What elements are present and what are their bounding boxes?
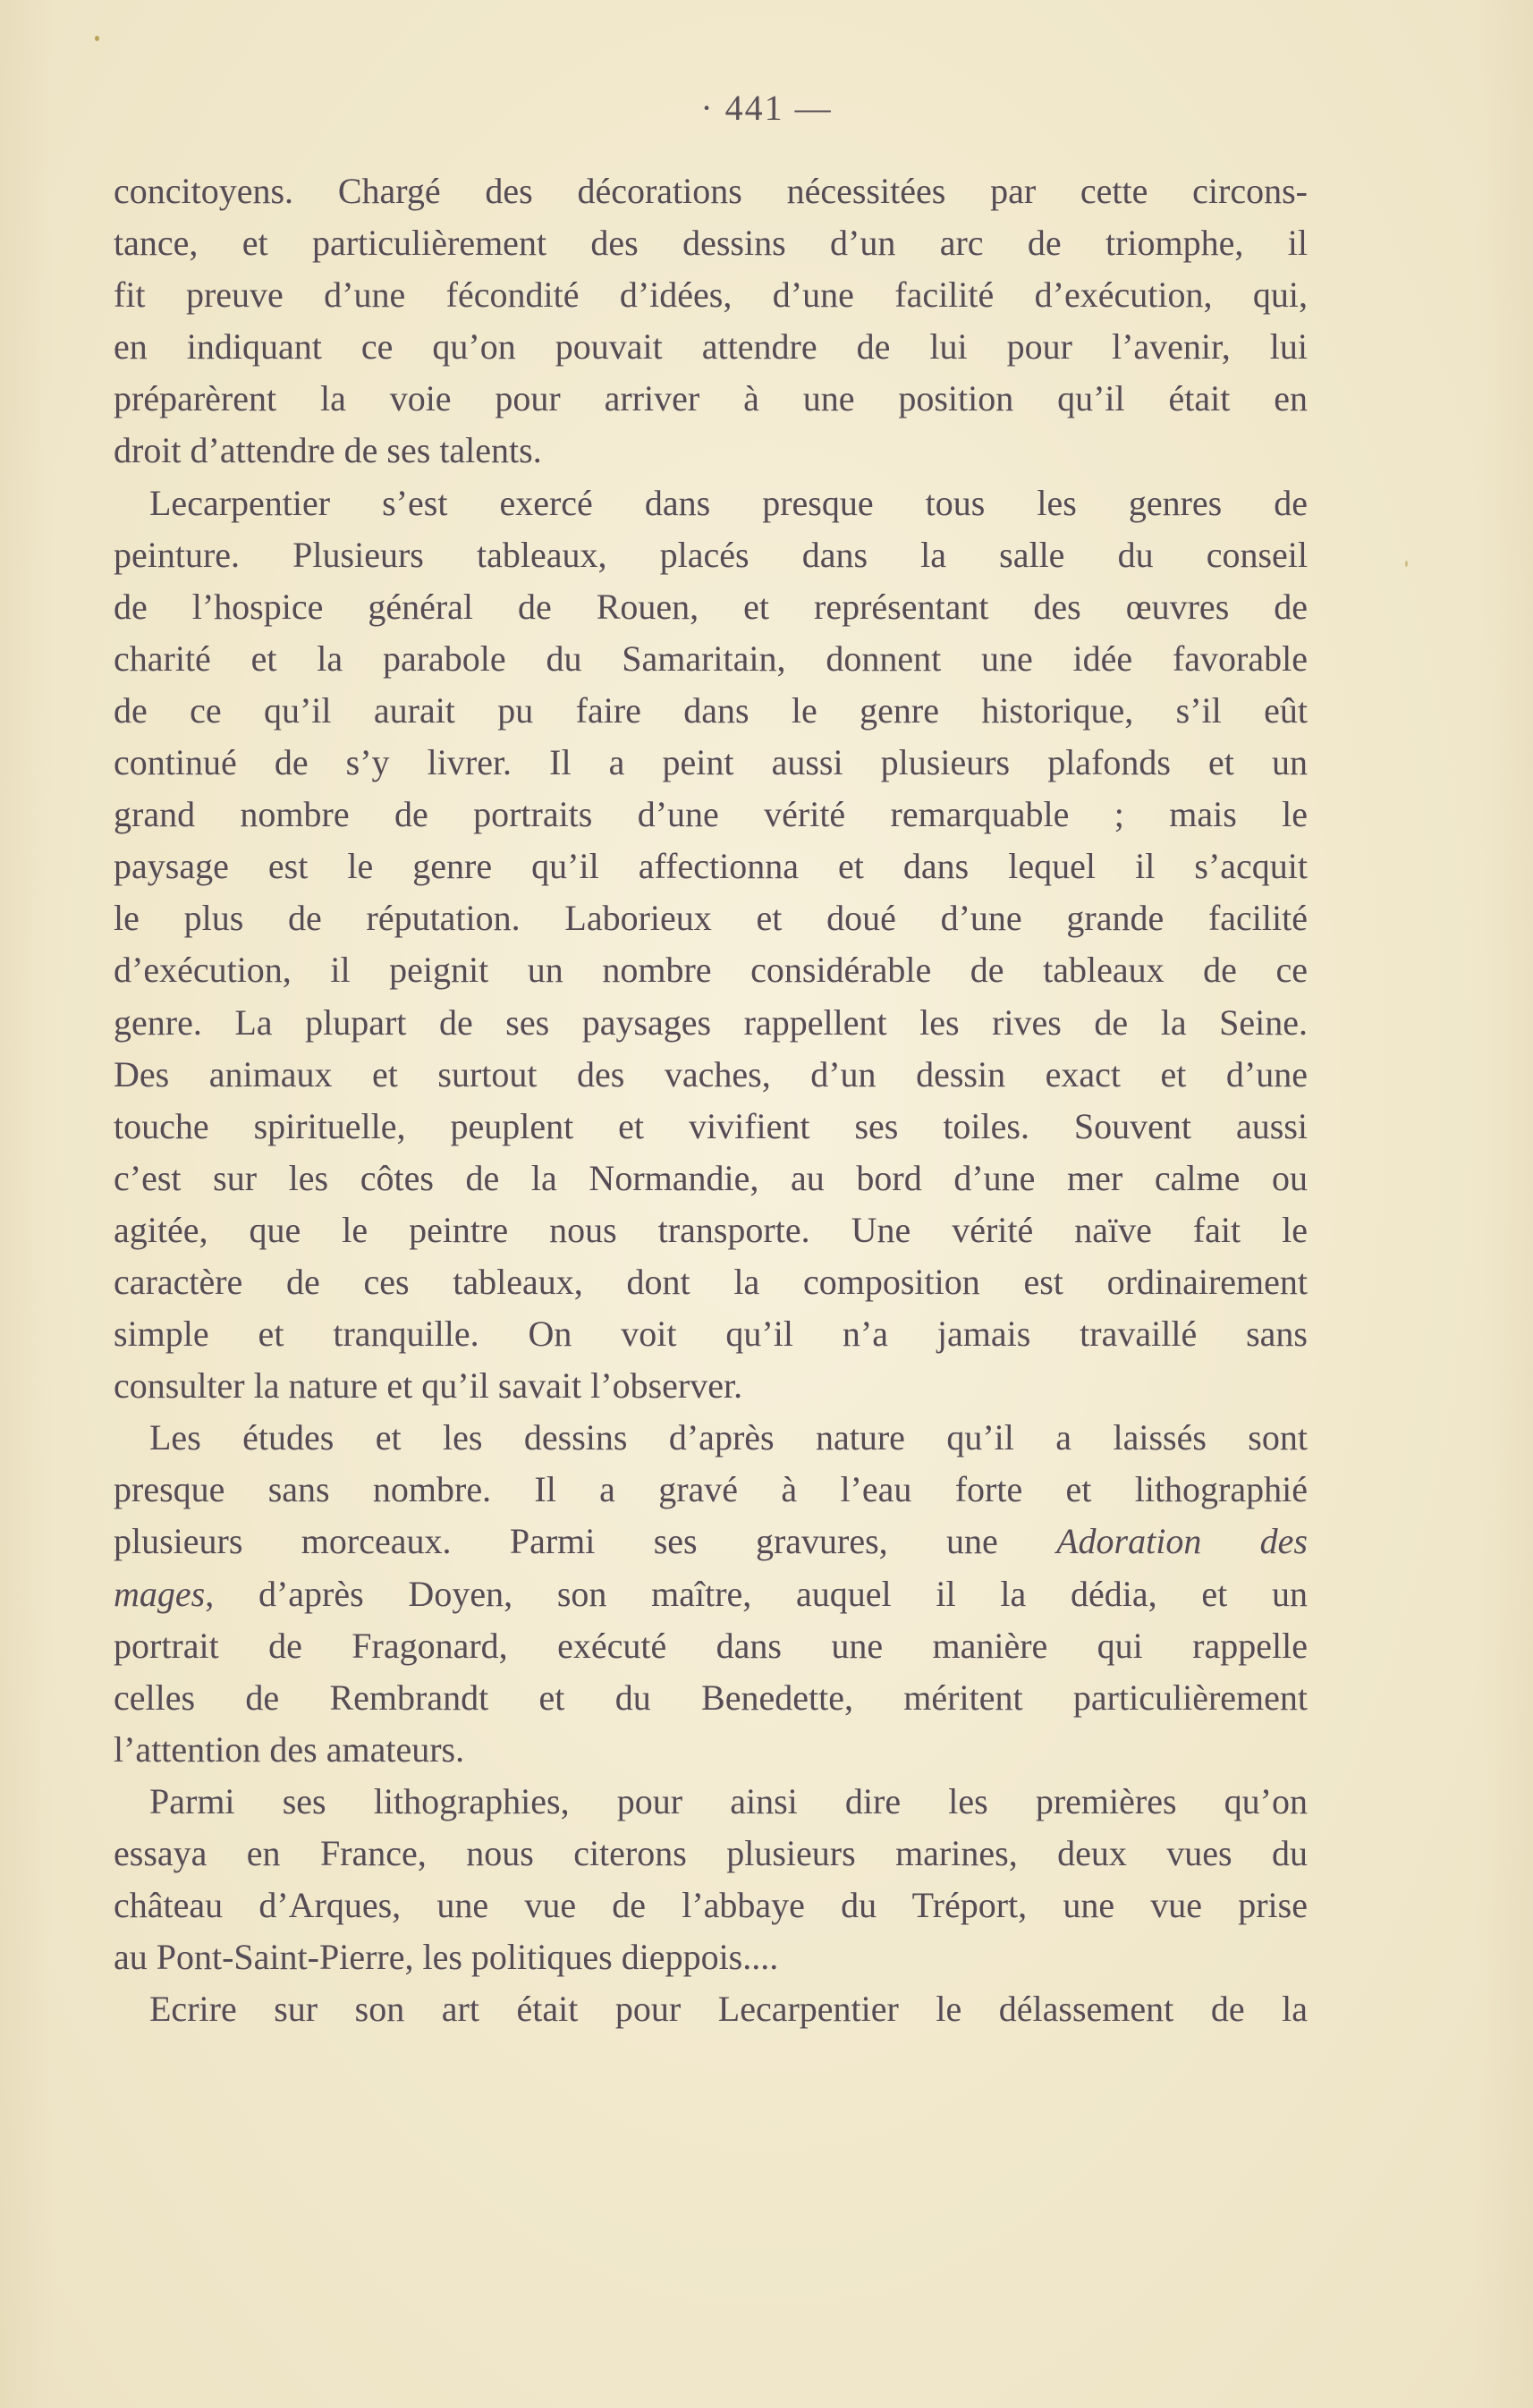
text-line: mages, d’après Doyen, son maître, auquel il la dédia, et un [114,1573,1308,1614]
text-line: l’attention des amateurs. [114,1728,465,1770]
text-line: au Pont-Saint-Pierre, les politiques dieppois.... [114,1937,779,1978]
text-line: essaya en France, nous citerons plusieurs marines, deux vues du [114,1833,1308,1873]
paragraph [114,1983,1308,2035]
text-line: agitée, que le peintre nous transporte. Une vérité naïve fait le [114,1209,1308,1250]
paragraph [114,477,1308,1413]
text-line: tance, et particulièrement des dessins d’un arc de triomphe, il [114,223,1308,264]
text-line: paysage est le genre qu’il affectionna et dans lequel il s’acquit [114,846,1308,887]
text-line: d’exécution, il peignit un nombre considérable de tableaux de ce [114,950,1308,991]
text-line: concitoyens. Chargé des décorations nécessitées par cette circons- [114,171,1308,211]
text-line: préparèrent la voie pour arriver à une position qu’il était en [114,378,1308,419]
text-line: peinture. Plusieurs tableaux, placés dans la salle du conseil [114,534,1308,575]
text-line: continué de s’y livrer. Il a peint aussi plusieurs plafonds et un [114,742,1308,783]
text-line: caractère de ces tableaux, dont la composition est ordinairement [114,1261,1308,1302]
page-number-suffix: — [794,88,833,128]
text-line: grand nombre de portraits d’une vérité remarquable ; mais le [114,794,1308,835]
text-line: simple et tranquille. On voit qu’il n’a jamais travaillé sans [114,1314,1308,1355]
text-line: de ce qu’il aurait pu faire dans le genre historique, s’il eût [114,689,1308,731]
text-line: charité et la parabole du Samaritain, donnent une idée favorable [114,638,1308,679]
text-line: c’est sur les côtes de la Normandie, au bord d’une mer calme ou [114,1157,1308,1198]
text-line: portrait de Fragonard, exécuté dans une manière qui rappelle [114,1625,1308,1666]
body-text [114,165,1308,2035]
italic-title: mages [114,1573,206,1614]
text-line: Lecarpentier s’est exercé dans presque tous les genres de [149,482,1308,523]
text-line: genre. La plupart de ses paysages rappellent les rives de la Seine. [114,1001,1308,1043]
text-line: fit preuve d’une fécondité d’idées, d’une facilité d’exécution, qui, [114,275,1308,316]
paper-speck [95,36,99,41]
paragraph [114,165,1308,477]
italic-title: Adoration des [1056,1521,1309,1562]
text-line: presque sans nombre. Il a gravé à l’eau forte et lithographié [114,1469,1308,1510]
paper-speck [1405,561,1408,567]
text-line: château d’Arques, une vue de l’abbaye du Tréport, une vue prise [114,1885,1308,1926]
text-line: touche spirituelle, peuplent et vivifient ses toiles. Souvent aussi [114,1105,1308,1146]
text-line: celles de Rembrandt et du Benedette, méritent particulièrement [114,1677,1308,1718]
text-line: droit d’attendre de ses talents. [114,430,542,471]
text-line: en indiquant ce qu’on pouvait attendre de lui pour l’avenir, lui [114,326,1308,368]
page-number-value: 441 [724,88,784,128]
paragraph [114,1776,1308,1983]
text-line: Ecrire sur son art était pour Lecarpentier le délassement de la [149,1989,1308,2030]
text-line: Parmi ses lithographies, pour ainsi dire les premières qu’on [149,1780,1308,1821]
page-number-prefix: · [700,88,715,128]
page-number [0,86,1533,131]
text-line: Des animaux et surtout des vaches, d’un dessin exact et d’une [114,1053,1308,1094]
text-line: le plus de réputation. Laborieux et doué d’une grande facilité [114,898,1308,939]
text-line: Les études et les dessins d’après nature qu’il a laissés sont [149,1417,1308,1458]
text-line: plusieurs morceaux. Parmi ses gravures, une Adoration des [114,1521,1309,1562]
text-line: consulter la nature et qu’il savait l’observer. [114,1365,743,1407]
paragraph [114,1412,1308,1776]
text-line: de l’hospice général de Rouen, et représentant des œuvres de [114,586,1308,627]
